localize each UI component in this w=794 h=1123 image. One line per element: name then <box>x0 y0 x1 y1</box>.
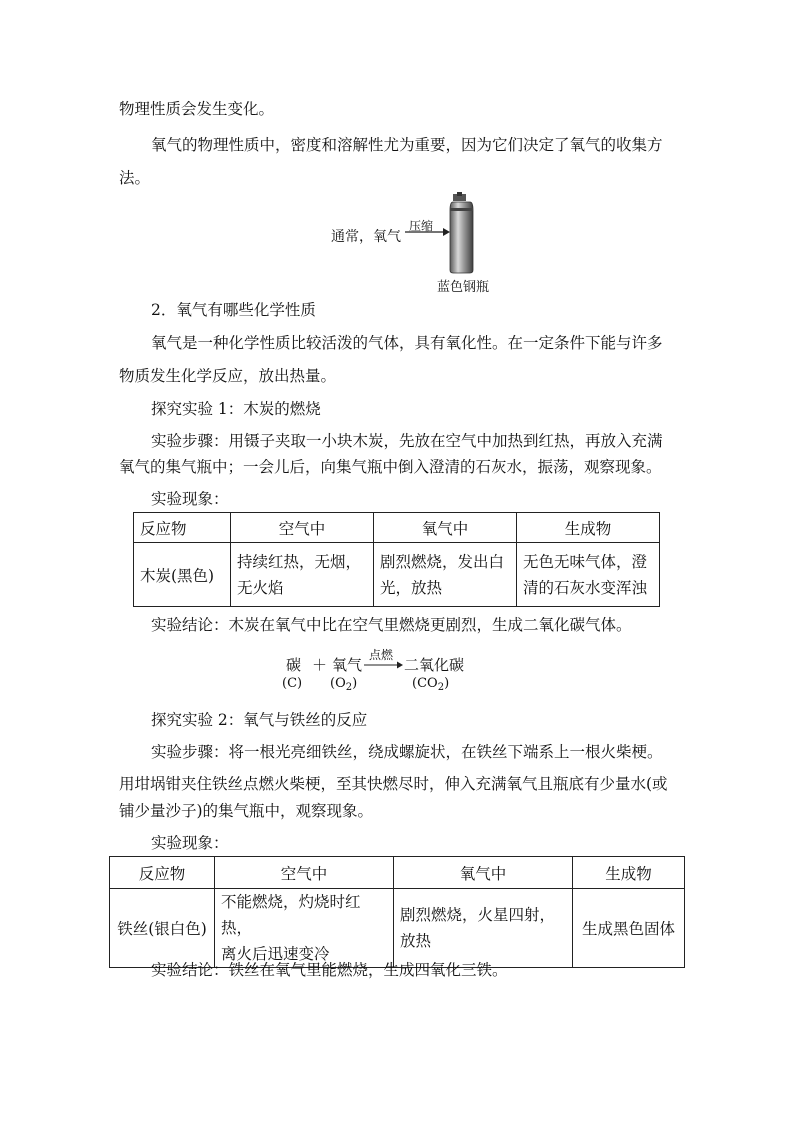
cell-line: 无火焰 <box>237 578 284 597</box>
cell-line: 剧烈燃烧，发出白 <box>380 552 505 571</box>
cylinder-arrow-svg <box>400 192 490 280</box>
paragraph-line: 实验现象： <box>151 834 229 852</box>
table-header: 氧气中 <box>394 857 573 889</box>
cell-line: 离火后迅速变冷 <box>221 945 330 963</box>
paragraph-line: 实验结论：木炭在氧气中比在空气里燃烧更剧烈，生成二氧化碳气体。 <box>151 616 632 634</box>
paragraph-line: 物理性质会发生变化。 <box>119 100 275 118</box>
table-row <box>110 889 685 968</box>
table-cell <box>374 543 517 607</box>
paragraph-line: 实验步骤：将一根光亮细铁丝，绕成螺旋状，在铁丝下端系上一根火柴梗。 <box>151 743 663 761</box>
paragraph-line: 铺少量沙子)的集气瓶中，观察现象。 <box>119 802 374 820</box>
table-header-row <box>134 513 660 543</box>
section-heading: 2．氧气有哪些化学性质 <box>151 301 316 319</box>
table-cell <box>517 543 660 607</box>
paragraph-line: 实验结论：铁丝在氧气里能燃烧，生成四氧化三铁。 <box>151 961 508 979</box>
cell-line: 光，放热 <box>380 578 443 597</box>
paragraph-line: 法。 <box>119 169 151 187</box>
table-cell: 生成黑色固体 <box>573 889 685 968</box>
equation-formula: (C) <box>282 676 303 691</box>
paragraph-line: 用坩埚钳夹住铁丝点燃火柴梗，至其快燃尽时，伸入充满氧气且瓶底有少量水(或 <box>119 775 668 793</box>
equation-reactant: 碳 <box>286 656 302 674</box>
table-cell <box>394 889 573 968</box>
table-header: 空气中 <box>215 857 394 889</box>
paragraph-line: 实验现象： <box>151 490 229 508</box>
figure-arrow-label: 压缩 <box>409 219 434 233</box>
cell-line: 剧烈燃烧，火星四射， <box>400 906 556 924</box>
table-header-row <box>110 857 685 889</box>
cell-line: 无色无味气体，澄 <box>523 552 648 571</box>
paragraph-line: 氧气的物理性质中，密度和溶解性尤为重要，因为它们决定了氧气的收集方 <box>151 136 663 154</box>
figure-caption: 蓝色钢瓶 <box>437 280 490 295</box>
paragraph-line: 氧气的集气瓶中；一会儿后，向集气瓶中倒入澄清的石灰水，振荡，观察现象。 <box>119 458 662 476</box>
table-cell: 木炭(黑色) <box>134 543 231 607</box>
experiment2-table <box>109 856 685 968</box>
equation-formula: $(CO_2)$ <box>412 676 450 693</box>
equation-reactant: 氧气 <box>332 656 363 674</box>
table-header: 生成物 <box>517 513 660 543</box>
table-cell <box>215 889 394 968</box>
table-cell: 铁丝(银白色) <box>110 889 215 968</box>
table-header: 反应物 <box>110 857 215 889</box>
equation-formula: $(O_2)$ <box>330 676 358 693</box>
table-row <box>134 543 660 607</box>
table-header: 氧气中 <box>374 513 517 543</box>
equation-plus: ＋ <box>312 656 328 674</box>
equation-arrow-svg <box>364 660 404 670</box>
cell-line: 放热 <box>400 932 432 950</box>
paragraph-line: 实验步骤：用镊子夹取一小块木炭，先放在空气中加热到红热，再放入充满 <box>151 432 663 450</box>
equation-condition: 点燃 <box>369 648 394 662</box>
table-header: 空气中 <box>231 513 374 543</box>
experiment-title: 探究实验 2：氧气与铁丝的反应 <box>151 711 368 729</box>
cell-line: 清的石灰水变浑浊 <box>523 578 648 597</box>
paragraph-line: 氧气是一种化学性质比较活泼的气体，具有氧化性。在一定条件下能与许多 <box>151 334 663 352</box>
cell-line: 持续红热，无烟， <box>237 552 362 571</box>
experiment1-table <box>133 512 660 607</box>
figure-left-text: 通常，氧气 <box>331 229 401 245</box>
paragraph-line: 物质发生化学反应，放出热量。 <box>119 367 337 385</box>
table-cell <box>231 543 374 607</box>
cell-line: 不能燃烧，灼烧时红热， <box>221 893 361 937</box>
table-header: 生成物 <box>573 857 685 889</box>
experiment-title: 探究实验 1：木炭的燃烧 <box>151 400 321 418</box>
table-header: 反应物 <box>134 513 231 543</box>
equation-product: 二氧化碳 <box>404 656 465 674</box>
